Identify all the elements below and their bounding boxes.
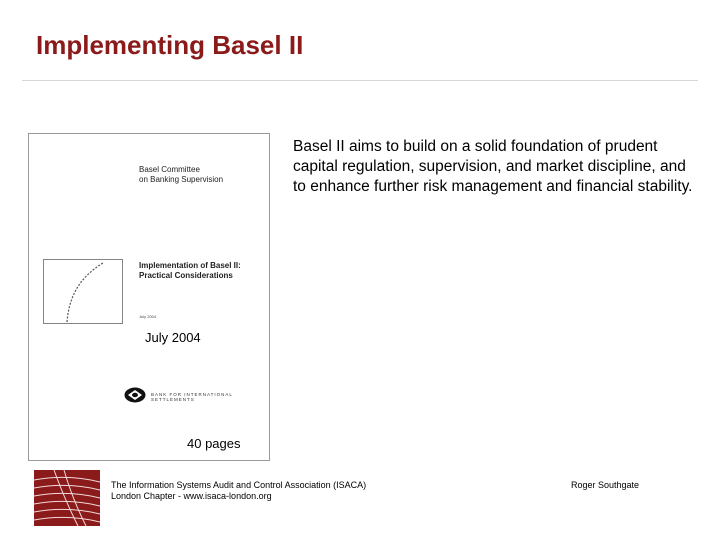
footer-author: Roger Southgate <box>571 480 640 490</box>
footer-org-line2: London Chapter - www.isaca-london.org <box>111 491 272 501</box>
footer-organization <box>111 480 366 502</box>
cover-date: July 2004 <box>145 330 201 345</box>
cover-doc-line2: Practical Considerations <box>139 271 233 280</box>
slide-title: Implementing Basel II <box>36 30 304 60</box>
cover-series-label: July 2004 <box>139 314 157 319</box>
title-divider <box>22 80 698 81</box>
cover-publisher: BANK FOR INTERNATIONAL SETTLEMENTS <box>151 392 233 402</box>
footer-org-line1: The Information Systems Audit and Control Association (ISACA) <box>111 480 367 490</box>
slide-body-text: Basel II aims to build on a solid foundation of prudent capital regulation, supervision, and market discipline, and to enhance further risk management and financial stability. <box>293 138 693 195</box>
cover-organization <box>139 165 264 185</box>
isaca-logo-icon <box>34 470 100 526</box>
document-cover <box>28 133 270 461</box>
cover-document-title <box>139 261 269 281</box>
cover-page-count: 40 pages <box>187 436 241 451</box>
cover-org-line1: Basel Committee <box>139 165 200 174</box>
cover-org-line2: on Banking Supervision <box>139 175 224 184</box>
cover-doc-line1: Implementation of Basel II: <box>139 261 241 270</box>
cover-curve-graphic <box>43 259 123 324</box>
bis-logo-icon <box>124 387 146 403</box>
